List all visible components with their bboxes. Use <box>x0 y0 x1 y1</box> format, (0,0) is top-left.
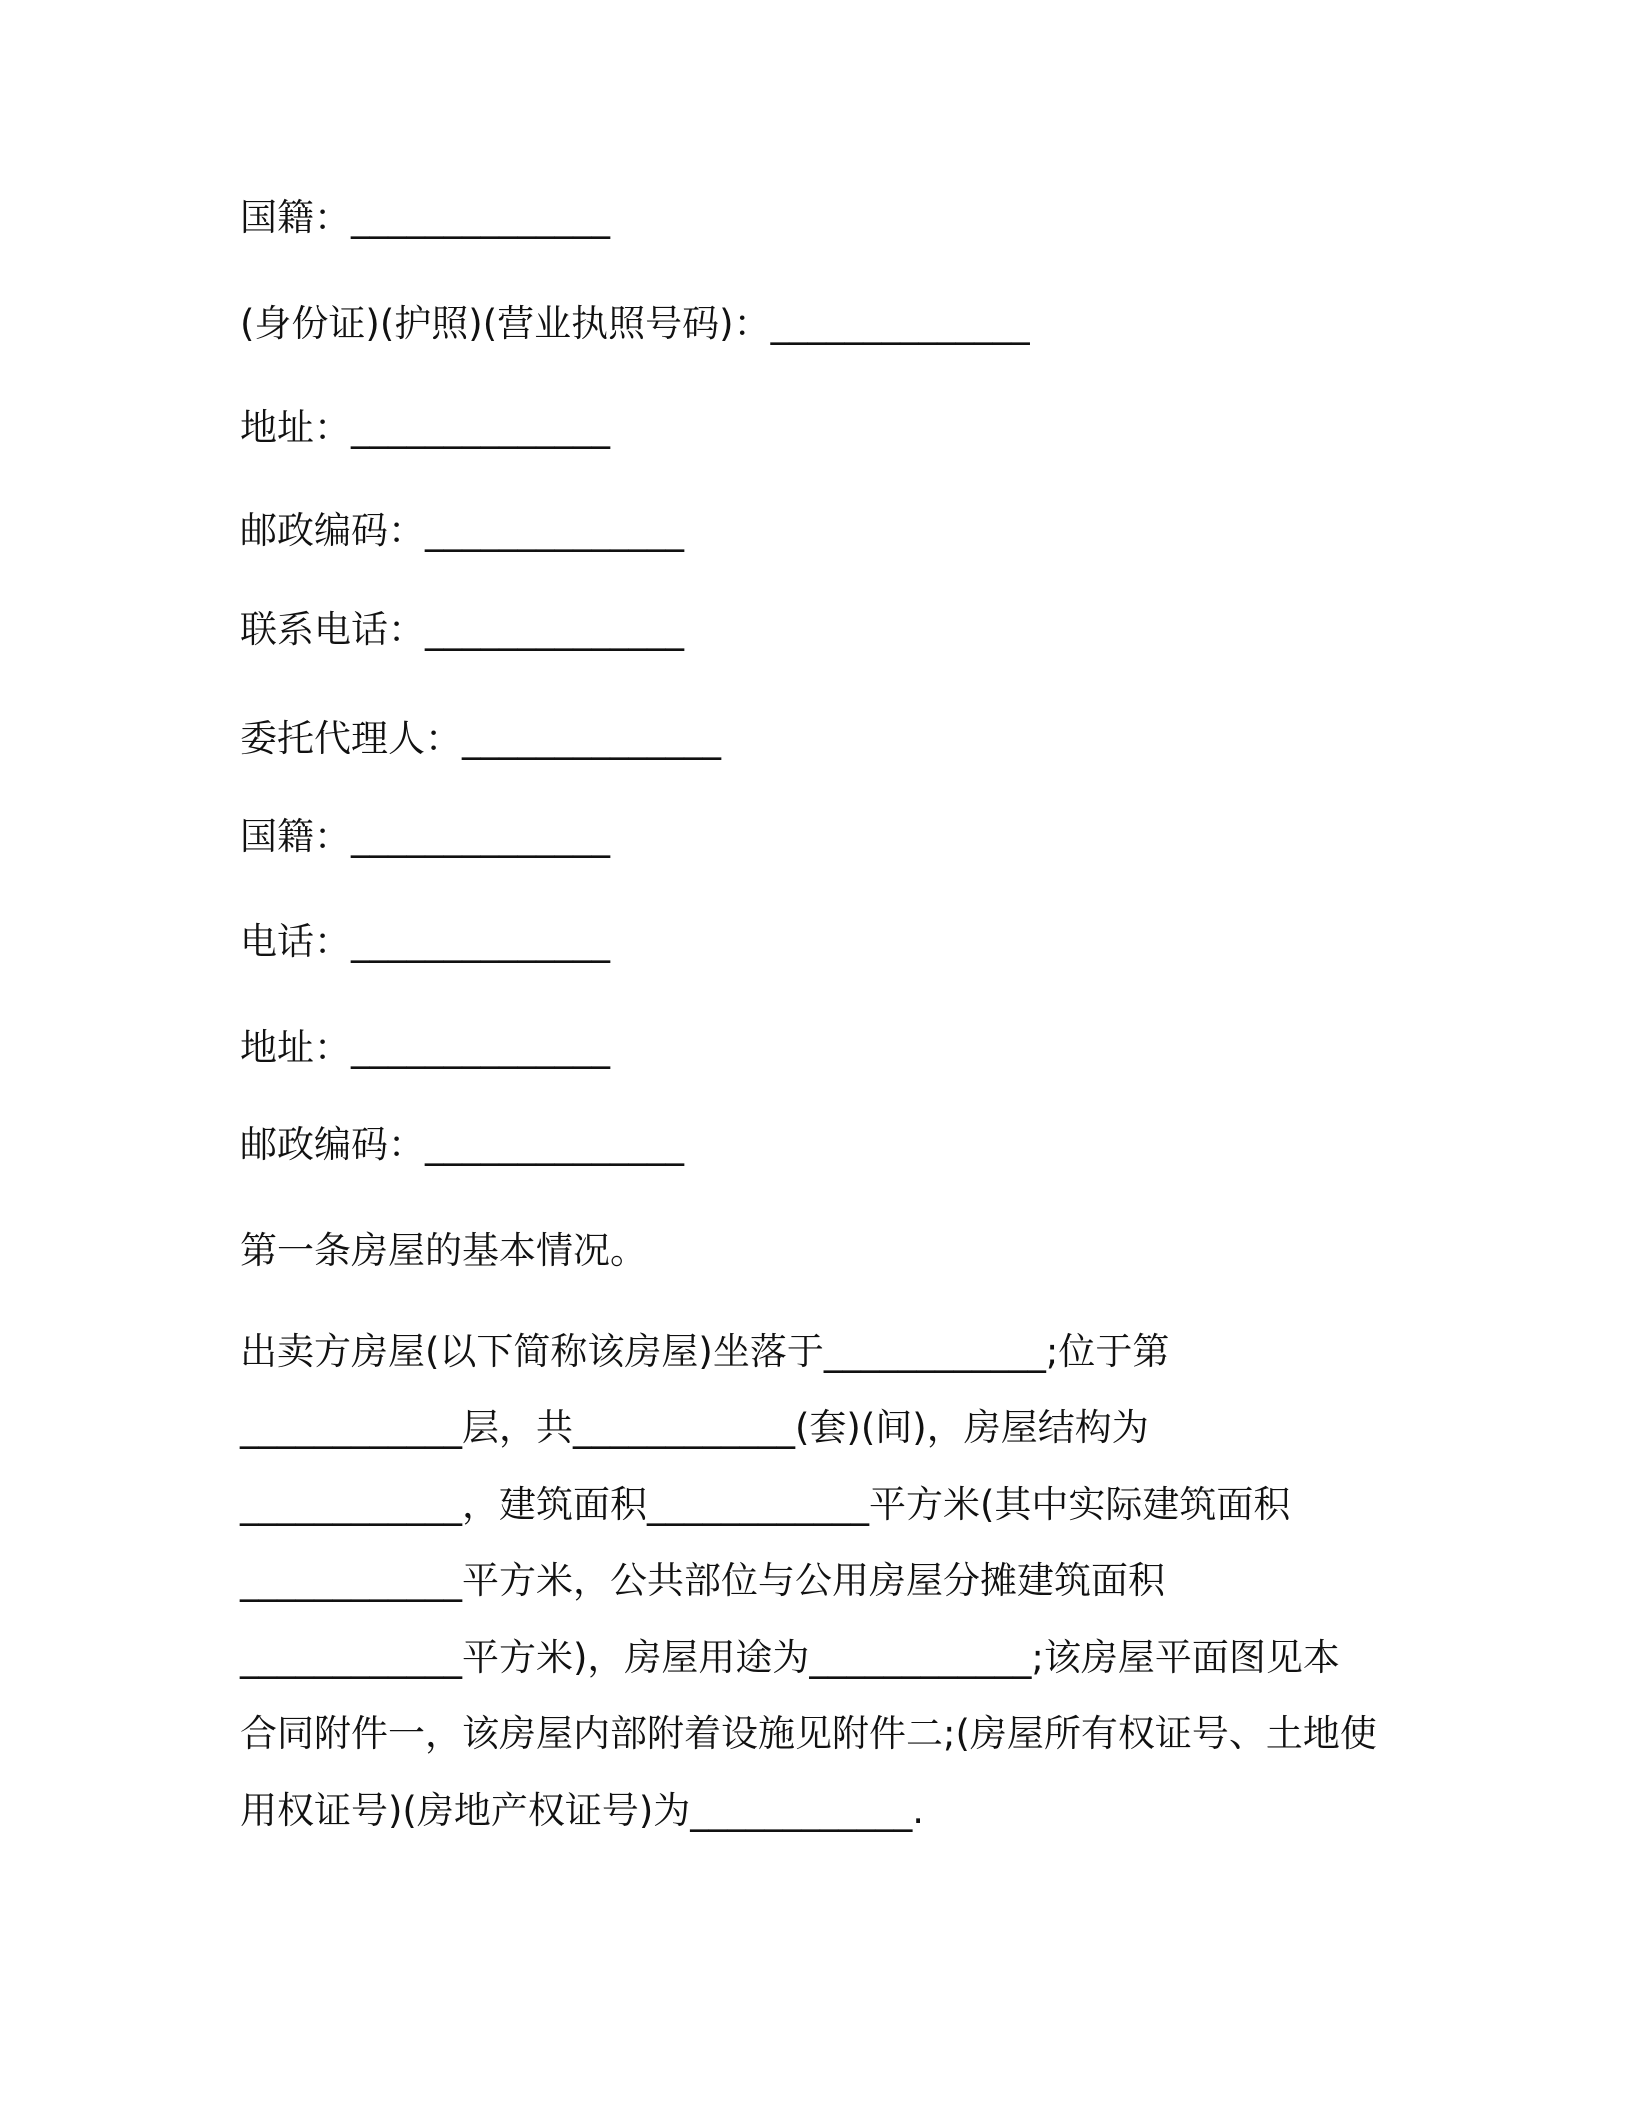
id-number-field: (身份证)(护照)(营业执照号码)：______________ <box>240 302 1030 345</box>
article-line: 出卖方房屋(以下简称该房屋)坐落于____________;位于第 <box>240 1330 1170 1373</box>
article-line: ____________，建筑面积____________平方米(其中实际建筑面积 <box>240 1483 1291 1526</box>
article-title: 第一条房屋的基本情况。 <box>240 1229 647 1272</box>
article-line: ____________层，共____________(套)(间)，房屋结构为 <box>240 1406 1149 1449</box>
agent-phone-field: 电话：______________ <box>240 920 610 963</box>
agent-nationality-field: 国籍：______________ <box>240 815 610 858</box>
agent-postal-code-field: 邮政编码：______________ <box>240 1123 684 1166</box>
agent-field: 委托代理人：______________ <box>240 717 721 760</box>
nationality-field: 国籍：______________ <box>240 196 610 239</box>
phone-field: 联系电话：______________ <box>240 608 684 651</box>
address-field: 地址：______________ <box>240 406 610 449</box>
article-line: 合同附件一，该房屋内部附着设施见附件二;(房屋所有权证号、土地使 <box>240 1712 1377 1755</box>
article-line: ____________平方米)，房屋用途为____________;该房屋平面图见本 <box>240 1636 1340 1679</box>
article-line: 用权证号)(房地产权证号)为____________. <box>240 1789 925 1832</box>
agent-address-field: 地址：______________ <box>240 1026 610 1069</box>
postal-code-field: 邮政编码：______________ <box>240 509 684 552</box>
article-line: ____________平方米，公共部位与公用房屋分摊建筑面积 <box>240 1559 1165 1602</box>
